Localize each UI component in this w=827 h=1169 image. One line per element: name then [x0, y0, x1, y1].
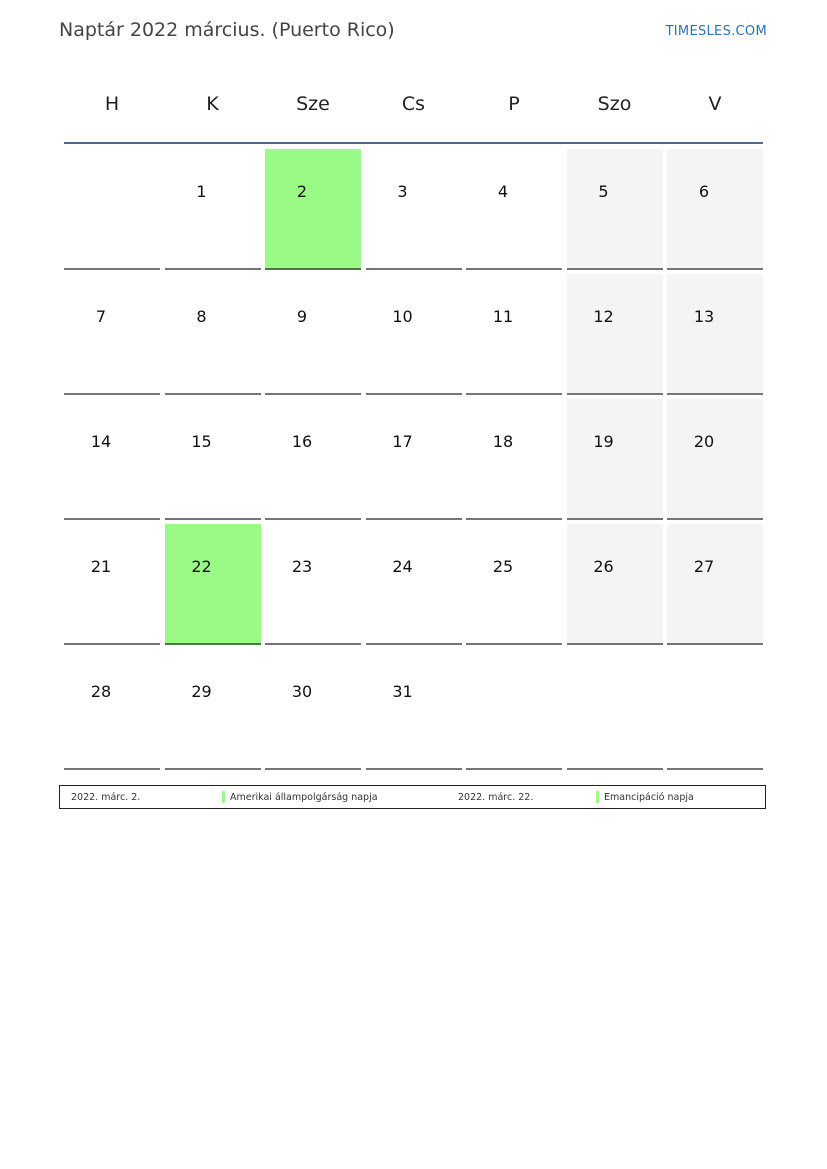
day-number: 19	[593, 432, 614, 451]
day-number: 10	[392, 307, 413, 326]
weekday-sunday: V	[708, 93, 722, 115]
day-cell-weekend[interactable]	[567, 524, 663, 645]
day-cell[interactable]	[64, 274, 160, 395]
weekday-header-row	[64, 80, 763, 128]
day-number: 18	[492, 432, 514, 451]
calendar-week	[64, 649, 763, 770]
day-number: 7	[95, 307, 107, 326]
day-cell[interactable]	[466, 524, 562, 645]
day-number: 31	[392, 682, 413, 701]
day-cell[interactable]	[165, 274, 261, 395]
day-cell[interactable]	[165, 149, 261, 270]
day-cell[interactable]	[64, 524, 160, 645]
day-number: 30	[291, 682, 313, 701]
day-number: 22	[191, 557, 212, 576]
weekday-thursday: Cs	[401, 93, 426, 115]
day-number: 6	[698, 182, 710, 201]
day-number: 4	[497, 182, 509, 201]
day-cell[interactable]	[366, 149, 462, 270]
day-cell[interactable]	[366, 274, 462, 395]
day-cell-weekend[interactable]	[667, 524, 763, 645]
day-cell-weekend[interactable]	[667, 274, 763, 395]
day-cell[interactable]	[265, 399, 361, 520]
day-cell[interactable]	[165, 649, 261, 770]
day-cell[interactable]	[265, 524, 361, 645]
day-number: 9	[296, 307, 308, 326]
day-cell-empty	[64, 149, 160, 270]
calendar-week	[64, 274, 763, 395]
calendar-week	[64, 399, 763, 520]
day-number: 28	[90, 682, 112, 701]
day-number: 26	[593, 557, 614, 576]
holiday-date: 2022. márc. 2.	[71, 792, 141, 803]
holiday-name: Emancipáció napja	[604, 792, 694, 803]
page-title: Naptár 2022 március. (Puerto Rico)	[59, 19, 395, 41]
day-number: 11	[492, 307, 514, 326]
day-number: 13	[693, 307, 715, 326]
day-number: 5	[598, 182, 609, 201]
weekday-friday: P	[508, 93, 520, 115]
day-cell-weekend[interactable]	[567, 149, 663, 270]
day-number: 3	[397, 182, 408, 201]
day-number: 23	[291, 557, 313, 576]
calendar-grid	[64, 149, 763, 774]
holiday-date: 2022. márc. 22.	[458, 792, 534, 803]
header-divider	[64, 142, 763, 144]
day-number: 12	[593, 307, 614, 326]
holiday-name: Amerikai állampolgárság napja	[230, 792, 378, 803]
day-cell[interactable]	[64, 649, 160, 770]
day-cell[interactable]	[265, 274, 361, 395]
day-cell-weekend[interactable]	[667, 399, 763, 520]
weekday-tuesday: K	[206, 93, 219, 115]
day-number: 1	[196, 182, 207, 201]
day-cell[interactable]	[466, 399, 562, 520]
day-number: 8	[196, 307, 207, 326]
day-cell-weekend[interactable]	[567, 399, 663, 520]
weekday-wednesday: Sze	[296, 93, 330, 115]
day-number: 21	[90, 557, 112, 576]
day-cell[interactable]	[265, 649, 361, 770]
day-number: 15	[191, 432, 212, 451]
day-number: 16	[291, 432, 313, 451]
day-cell-empty	[466, 649, 562, 770]
day-cell[interactable]	[64, 399, 160, 520]
day-number: 29	[191, 682, 212, 701]
day-cell-empty	[667, 649, 763, 770]
calendar-week	[64, 149, 763, 270]
holiday-color-marker	[222, 791, 225, 803]
weekday-saturday: Szo	[597, 93, 632, 115]
day-cell[interactable]	[366, 399, 462, 520]
weekday-monday: H	[104, 93, 120, 115]
day-cell[interactable]	[165, 399, 261, 520]
day-number: 24	[392, 557, 413, 576]
day-cell[interactable]	[466, 274, 562, 395]
holiday-legend	[59, 785, 766, 809]
day-cell-weekend[interactable]	[567, 274, 663, 395]
day-cell-holiday[interactable]	[165, 524, 261, 645]
day-number: 17	[392, 432, 413, 451]
day-number: 25	[492, 557, 514, 576]
day-cell-holiday[interactable]	[265, 149, 361, 270]
day-number: 14	[90, 432, 112, 451]
day-number: 20	[693, 432, 715, 451]
day-number: 27	[693, 557, 715, 576]
day-cell-empty	[567, 649, 663, 770]
calendar-week	[64, 524, 763, 645]
day-cell[interactable]	[366, 524, 462, 645]
brand-link[interactable]: TIMESLES.COM	[665, 24, 767, 39]
day-number: 2	[296, 182, 308, 201]
day-cell-weekend[interactable]	[667, 149, 763, 270]
holiday-color-marker	[596, 791, 599, 803]
day-cell[interactable]	[466, 149, 562, 270]
day-cell[interactable]	[366, 649, 462, 770]
